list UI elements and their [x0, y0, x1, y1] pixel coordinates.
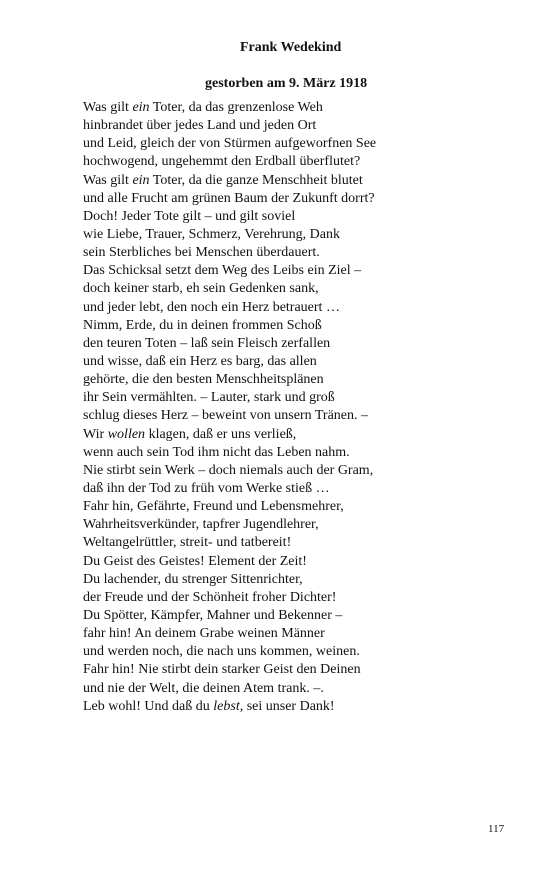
- poem-line: [83, 190, 376, 208]
- poem-line: [83, 353, 376, 371]
- poem-emphasis: ein: [132, 100, 150, 115]
- poem-text: hinbrandet über jedes Land und jeden Ort: [83, 118, 317, 134]
- poem-line: [83, 226, 376, 244]
- poem-line: [83, 371, 376, 389]
- poem-line: [83, 480, 376, 498]
- poem-text: sein Sterbliches bei Menschen überdauert.: [83, 245, 320, 261]
- poem-text: wenn auch sein Tod ihm nicht das Leben nahm.: [83, 444, 350, 460]
- poem-line: [83, 680, 376, 698]
- poem-text: schlug dieses Herz – beweint von unsern Tränen. –: [83, 408, 369, 424]
- poem-line: [83, 244, 376, 262]
- poem-emphasis: lebst,: [213, 698, 244, 714]
- poem-text: den teuren Toten – laß sein Fleisch zerfallen: [83, 335, 331, 351]
- poem-text: Wahrheitsverkünder, tapfrer Jugendlehrer,: [83, 517, 319, 533]
- poem-title: Frank Wedekind: [240, 40, 342, 55]
- poem-text: und Leid, gleich der von Stürmen aufgeworfnen See: [83, 136, 377, 152]
- poem-text: ihr Sein vermählten. – Lauter, stark und groß: [83, 390, 335, 406]
- poem-text: und werden noch, die nach uns kommen, weinen.: [83, 644, 360, 660]
- poem-subtitle: gestorben am 9. März 1918: [205, 76, 368, 91]
- poem-text: Du lachender, du strenger Sittenrichter,: [83, 571, 303, 587]
- poem-text: sei unser Dank!: [243, 698, 335, 714]
- poem-text: Nimm, Erde, du in deinen frommen Schoß: [83, 317, 322, 333]
- poem-emphasis: wollen: [107, 426, 146, 442]
- poem-text: Leb wohl! Und daß du: [83, 698, 214, 714]
- poem-text: daß ihn der Tod zu früh vom Werke stieß …: [83, 480, 330, 496]
- poem-text: Fahr hin! Nie stirbt dein starker Geist den Deinen: [83, 662, 361, 678]
- poem-line: [83, 571, 376, 589]
- poem-line: [83, 698, 376, 716]
- poem-line: [83, 208, 376, 226]
- poem-line: [83, 389, 376, 407]
- poem-text: Wir: [83, 426, 108, 442]
- poem-line: [83, 99, 376, 117]
- poem-body: [83, 99, 376, 716]
- poem-line: [83, 625, 376, 643]
- poem-line: [83, 426, 376, 444]
- poem-text: Das Schicksal setzt dem Weg des Leibs ein Ziel –: [83, 263, 362, 279]
- poem-text: gehörte, die den besten Menschheitsplänen: [83, 372, 324, 388]
- poem-text: Was gilt: [83, 172, 133, 188]
- poem-text: doch keiner starb, eh sein Gedenken sank,: [83, 281, 319, 297]
- poem-line: [83, 317, 376, 335]
- poem-text: Doch! Jeder Tote gilt – und gilt soviel: [83, 208, 296, 224]
- poem-text: Du Spötter, Kämpfer, Mahner und Bekenner –: [83, 607, 343, 623]
- poem-line: [83, 135, 376, 153]
- poem-text: und wisse, daß ein Herz es barg, das allen: [83, 353, 317, 369]
- poem-text: und alle Frucht am grünen Baum der Zukunft dorrt?: [83, 190, 375, 206]
- poem-text: fahr hin! An deinem Grabe weinen Männer: [83, 626, 325, 642]
- poem-text: Weltangelrüttler, streit- und tatbereit!: [83, 535, 292, 551]
- page-number: 117: [488, 823, 505, 835]
- poem-text: der Freude und der Schönheit froher Dichter!: [83, 589, 337, 605]
- poem-line: [83, 534, 376, 552]
- poem-line: [83, 643, 376, 661]
- poem-line: [83, 262, 376, 280]
- poem-text: Was gilt: [83, 100, 133, 115]
- poem-text: und jeder lebt, den noch ein Herz betrauert …: [83, 299, 340, 315]
- poem-text: Nie stirbt sein Werk – doch niemals auch der Gram,: [83, 462, 374, 478]
- poem-line: [83, 589, 376, 607]
- poem-text: klagen, daß er uns verließ,: [145, 426, 297, 442]
- poem-line: [83, 299, 376, 317]
- poem-text: Du Geist des Geistes! Element der Zeit!: [83, 553, 307, 569]
- poem-text: und nie der Welt, die deinen Atem trank. –.: [83, 680, 324, 696]
- poem-line: [83, 172, 376, 190]
- poem-line: [83, 444, 376, 462]
- poem-line: [83, 462, 376, 480]
- poem-line: [83, 553, 376, 571]
- poem-text: Toter, da das grenzenlose Weh: [149, 100, 323, 115]
- poem-text: hochwogend, ungehemmt den Erdball überflutet?: [83, 154, 361, 170]
- poem-line: [83, 607, 376, 625]
- poem-text: wie Liebe, Trauer, Schmerz, Verehrung, Dank: [83, 226, 340, 242]
- poem-line: [83, 498, 376, 516]
- poem-line: [83, 335, 376, 353]
- poem-line: [83, 516, 376, 534]
- poem-emphasis: ein: [132, 172, 150, 188]
- poem-line: [83, 407, 376, 425]
- poem-line: [83, 153, 376, 171]
- poem-line: [83, 117, 376, 135]
- poem-text: Toter, da die ganze Menschheit blutet: [149, 172, 363, 188]
- poem-line: [83, 280, 376, 298]
- poem-line: [83, 661, 376, 679]
- poem-text: Fahr hin, Gefährte, Freund und Lebensmehrer,: [83, 499, 344, 515]
